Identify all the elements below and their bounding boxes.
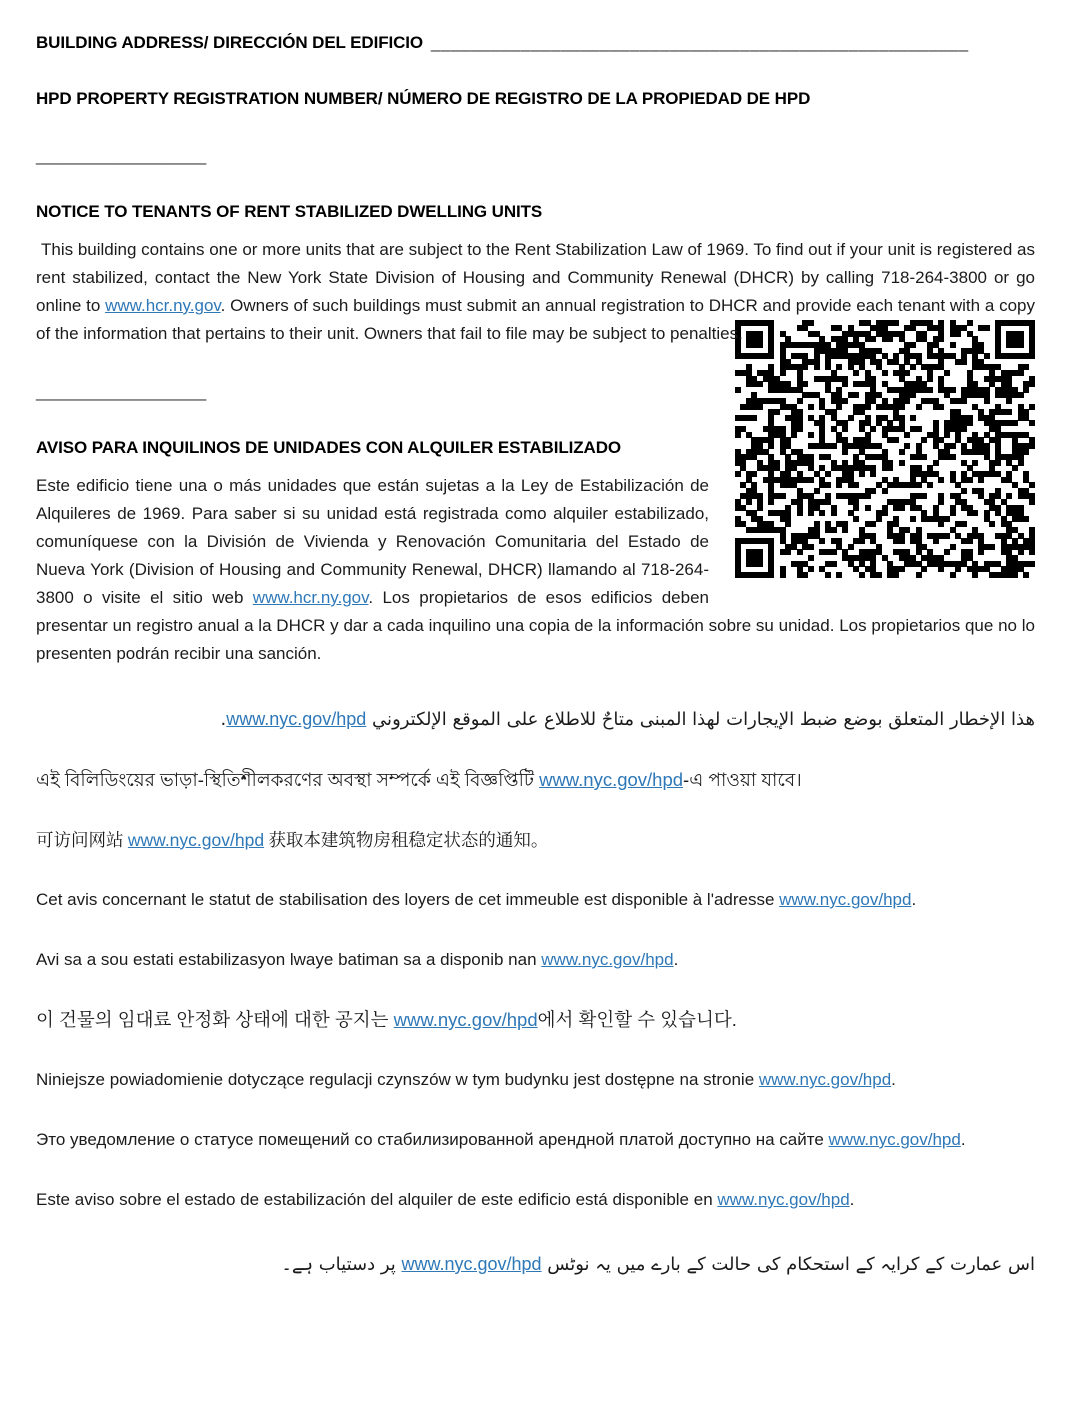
notice-french: [36, 885, 1035, 915]
korean-text: 이 건물의 임대료 안정화 상태에 대한 공지는: [36, 1009, 394, 1030]
registration-number-label: HPD PROPERTY REGISTRATION NUMBER/ NÚMERO DE REGISTRO DE LA PROPIEDAD DE HPD: [36, 89, 811, 108]
chinese-text: 可访问网站: [36, 830, 128, 850]
building-address-blank-field: ______________________________________________________: [431, 33, 969, 52]
korean-text-end: 에서 확인할 수 있습니다.: [537, 1009, 737, 1030]
polish-text-end: .: [891, 1070, 896, 1089]
spanish-text-before-link: Este edificio tiene una o más unidades que están sujetas a la Ley de Estabilización de Alquileres de 1969. Para saber si su unidad está registrada como alquiler estabilizado, comuníquese con la División de Vivienda y Renovación Comunitaria del Estado de Nueva York (Division of Housing and Community Renewal, DHCR) llamando al 718-264-3800 o visite el sitio web: [36, 476, 709, 607]
english-text-after-link: . Owners of such buildings must submit an annual registration to DHCR and provide each tenant with a copy of the information that pertains to their unit. Owners that fail to file may be subject to penalties.: [36, 296, 1035, 343]
registration-number-blank-field: __________________: [36, 146, 207, 165]
section-divider-blank: __________________: [36, 382, 207, 401]
building-address-label: BUILDING ADDRESS/ DIRECCIÓN DEL EDIFICIO: [36, 33, 424, 52]
nyc-gov-hpd-link-spanish[interactable]: www.nyc.gov/hpd: [717, 1190, 850, 1209]
spanish-short-text: Este aviso sobre el estado de estabilización del alquiler de este edificio está disponible en: [36, 1190, 718, 1209]
french-text-end: .: [911, 890, 917, 909]
bengali-text: এই বিলিডিংয়ের ভাড়া-স্থিতিশীলকরণের অবস্থা সম্পর্কে এই বিজ্ঞপ্তিটি: [36, 769, 540, 790]
nyc-gov-hpd-link-french[interactable]: www.nyc.gov/hpd: [779, 890, 912, 909]
notice-polish: [36, 1065, 1035, 1095]
notice-spanish-short: [36, 1185, 1035, 1215]
nyc-gov-hpd-link-haitian[interactable]: www.nyc.gov/hpd: [541, 950, 674, 969]
haitian-text-end: .: [673, 950, 679, 969]
building-address-line: [36, 30, 1035, 56]
hcr-ny-gov-link-spanish[interactable]: www.hcr.ny.gov: [252, 588, 369, 607]
notice-chinese: [36, 825, 1035, 855]
urdu-text: اس عمارت کے کرایہ کے استحکام کی حالت کے بارے میں یہ نوٹس: [541, 1254, 1035, 1275]
spanish-short-text-end: .: [849, 1190, 855, 1209]
nyc-gov-hpd-link-urdu[interactable]: www.nyc.gov/hpd: [401, 1254, 542, 1274]
arabic-text-end: .: [220, 709, 227, 730]
notice-korean: [36, 1005, 1035, 1035]
notice-russian: [36, 1125, 1035, 1155]
nyc-gov-hpd-link-bengali[interactable]: www.nyc.gov/hpd: [539, 769, 684, 790]
notice-bengali: [36, 765, 1035, 795]
notice-haitian-creole: [36, 945, 1035, 975]
nyc-gov-hpd-link-arabic[interactable]: www.nyc.gov/hpd: [226, 709, 367, 729]
nyc-gov-hpd-link-russian[interactable]: www.nyc.gov/hpd: [828, 1130, 961, 1149]
nyc-gov-hpd-link-korean[interactable]: www.nyc.gov/hpd: [393, 1009, 538, 1030]
haitian-text: Avi sa a sou estati estabilizasyon lwaye batiman sa a disponib nan: [36, 950, 542, 969]
arabic-text: هذا الإخطار المتعلق بوضع ضبط الإيجارات لهذا المبنى متاحٌ للاطلاع على الموقع الإلكتروني: [366, 709, 1035, 730]
notice-urdu: [36, 1249, 1035, 1280]
russian-text: Это уведомление о статусе помещений со стабилизированной арендной платой доступно на сайте: [36, 1130, 829, 1149]
polish-text: Niniejsze powiadomienie dotyczące regulacji czynszów w tym budynku jest dostępne na stronie: [36, 1070, 759, 1089]
hcr-ny-gov-link[interactable]: www.hcr.ny.gov: [105, 296, 221, 315]
qr-code: [735, 320, 1035, 578]
spanish-notice-heading: AVISO PARA INQUILINOS DE UNIDADES CON ALQUILER ESTABILIZADO: [36, 438, 622, 457]
notice-arabic: [36, 704, 1035, 735]
bengali-text-end: -এ পাওয়া যাবে।: [683, 769, 802, 790]
chinese-text-end: 获取本建筑物房租稳定状态的通知。: [264, 830, 549, 850]
urdu-text-end: پر دستیاب ہے۔: [281, 1254, 402, 1275]
french-text: Cet avis concernant le statut de stabilisation des loyers de cet immeuble est disponible à l'adresse: [36, 890, 780, 909]
nyc-gov-hpd-link-polish[interactable]: www.nyc.gov/hpd: [758, 1070, 892, 1089]
english-notice-heading: NOTICE TO TENANTS OF RENT STABILIZED DWELLING UNITS: [36, 202, 543, 221]
nyc-gov-hpd-link-chinese[interactable]: www.nyc.gov/hpd: [127, 830, 265, 850]
spanish-text-after-link: . Los propietarios de esos edificios deben presentar un registro anual a la DHCR y dar a cada inquilino una copia de la información sobre su unidad. Los propietarios que no lo presenten podrán recibir una sanción.: [36, 588, 1035, 663]
russian-text-end: .: [960, 1130, 966, 1149]
english-text-before-link: This building contains one or more units that are subject to the Rent Stabilization Law of 1969. To find out if your unit is registered as rent stabilized, contact the New York State Division of Housing and Community Renewal (DHCR) by calling 718-264-3800 or go online to: [36, 240, 1035, 315]
